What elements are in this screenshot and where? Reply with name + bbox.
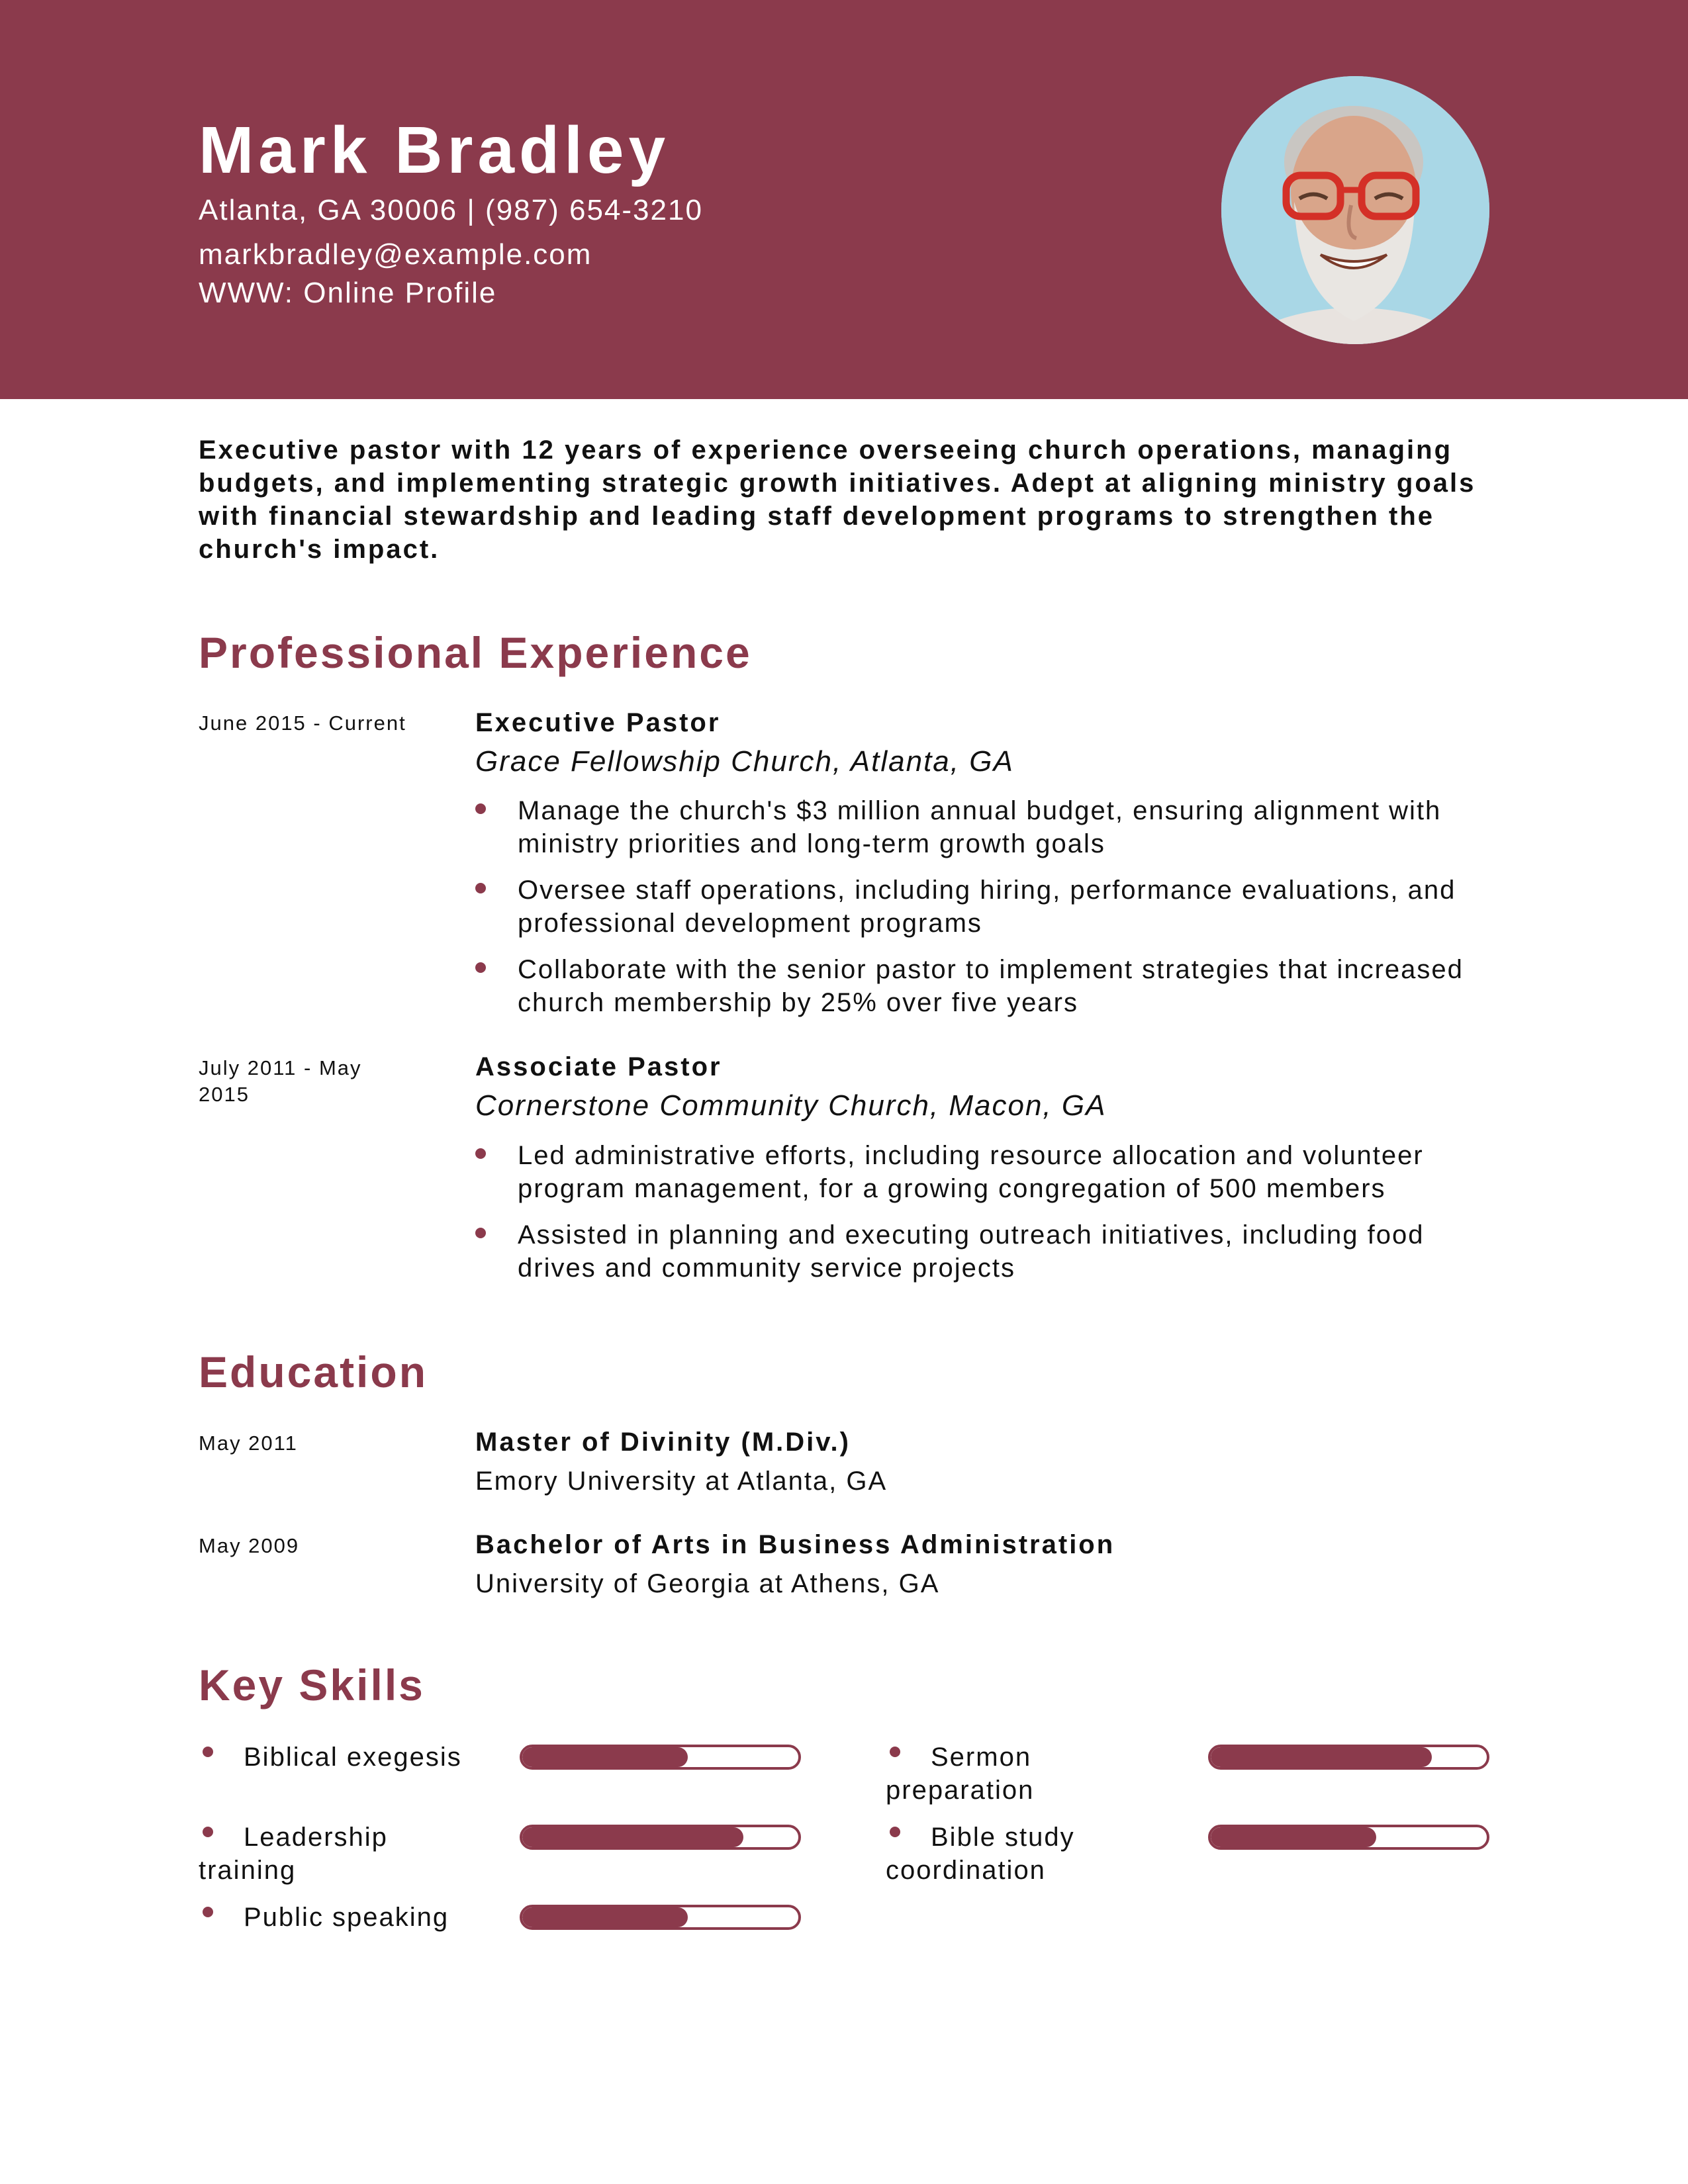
profile-photo — [1221, 76, 1489, 344]
skill-level-bar — [1208, 1745, 1489, 1770]
skill-level-fill — [1211, 1827, 1376, 1847]
education-degree: Master of Divinity (M.Div.) — [475, 1428, 851, 1457]
bullet-dot-icon — [203, 1827, 213, 1837]
bullet-dot-icon — [475, 803, 486, 814]
professional-summary: Executive pastor with 12 years of experience overseeing church operations, managing budgets, and implementing strategic growth initiatives. Adept at aligning ministry goals with financial stewardship and leading staff development programs to strengthen the church's impact. — [199, 435, 1476, 564]
skill-level-bar — [520, 1905, 801, 1930]
bullet-dot-icon — [475, 883, 486, 893]
section-title-education: Education — [199, 1347, 428, 1396]
job-bullet: Collaborate with the senior pastor to implement strategies that increased church membership by 25% over five years — [475, 953, 1508, 1019]
job-company: Cornerstone Community Church, Macon, GA — [475, 1089, 1107, 1122]
skill-level-fill — [1211, 1747, 1432, 1767]
skill-level-bar — [520, 1825, 801, 1850]
education-degree: Bachelor of Arts in Business Administration — [475, 1530, 1115, 1559]
section-title-experience: Professional Experience — [199, 628, 752, 677]
skill-level-bar — [1208, 1825, 1489, 1850]
skill-level-bar — [520, 1745, 801, 1770]
skill-level-fill — [522, 1827, 743, 1847]
email-link[interactable]: markbradley@example.com — [199, 238, 592, 271]
bullet-dot-icon — [203, 1907, 213, 1917]
job-title: Associate Pastor — [475, 1052, 722, 1081]
job-bullet: Manage the church's $3 million annual budget, ensuring alignment with ministry priorities and long-term growth goals — [475, 794, 1508, 860]
section-title-skills: Key Skills — [199, 1661, 425, 1709]
job-dates: July 2011 - May 2015 — [199, 1056, 362, 1106]
job-dates: June 2015 - Current — [199, 711, 406, 735]
skill-level-fill — [522, 1747, 688, 1767]
job-bullet: Oversee staff operations, including hiring, performance evaluations, and professional development programs — [475, 874, 1508, 940]
candidate-name: Mark Bradley — [199, 113, 671, 187]
job-bullet: Assisted in planning and executing outreach initiatives, including food drives and community service projects — [475, 1218, 1508, 1285]
bullet-dot-icon — [475, 962, 486, 973]
location-phone: Atlanta, GA 30006 | (987) 654-3210 — [199, 194, 703, 226]
job-bullet: Led administrative efforts, including resource allocation and volunteer program management, for a growing congregation of 500 members — [475, 1139, 1508, 1205]
header-banner — [0, 0, 1688, 399]
skill-label: Sermon preparation — [886, 1743, 1035, 1805]
skill-label: Leadership training — [199, 1823, 388, 1885]
bullet-dot-icon — [203, 1747, 213, 1757]
skill-level-fill — [522, 1907, 688, 1927]
skill-label: Biblical exegesis — [199, 1741, 490, 1774]
skill-label: Public speaking — [199, 1901, 490, 1934]
bullet-dot-icon — [475, 1228, 486, 1238]
job-company: Grace Fellowship Church, Atlanta, GA — [475, 745, 1014, 778]
education-institution: Emory University at Atlanta, GA — [475, 1467, 888, 1496]
skill-label: Bible study coordination — [886, 1823, 1075, 1885]
website-link[interactable]: WWW: Online Profile — [199, 277, 497, 309]
bullet-dot-icon — [890, 1827, 900, 1837]
education-institution: University of Georgia at Athens, GA — [475, 1569, 940, 1598]
bullet-dot-icon — [890, 1747, 900, 1757]
education-date: May 2011 — [199, 1432, 298, 1455]
education-date: May 2009 — [199, 1534, 300, 1557]
job-title: Executive Pastor — [475, 708, 721, 737]
bullet-dot-icon — [475, 1148, 486, 1159]
